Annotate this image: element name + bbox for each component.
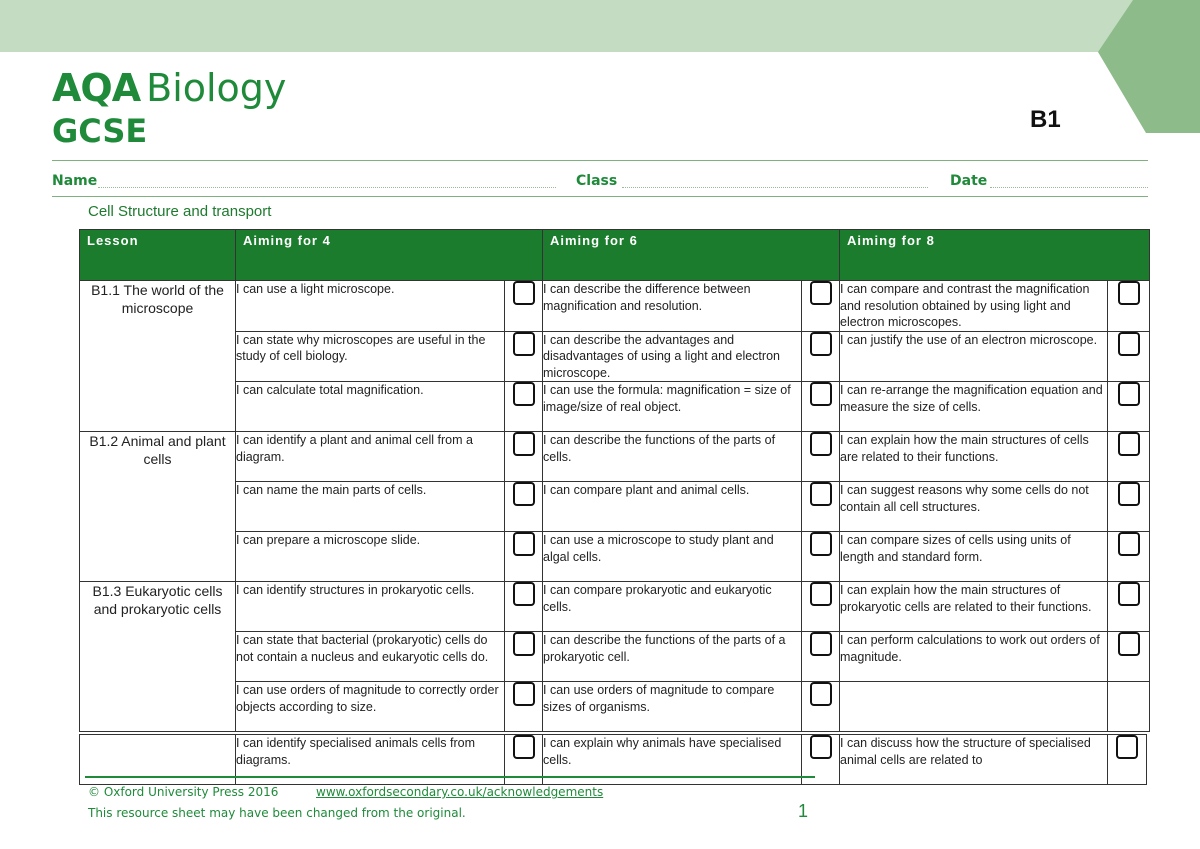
statement-cell: I can state that bacterial (prokaryotic) cells do not contain a nucleus and eukaryotic cells do. — [236, 632, 505, 682]
checklist-table — [79, 229, 1150, 732]
statement-cell: I can justify the use of an electron microscope. — [840, 331, 1108, 382]
table-row — [80, 632, 1150, 682]
checkbox[interactable] — [810, 482, 832, 506]
footer-note: This resource sheet may have been changed from the original. — [88, 806, 466, 820]
table-row — [80, 532, 1150, 582]
checkbox[interactable] — [513, 735, 535, 759]
class-label: Class — [576, 173, 618, 189]
logo-subject: Biology — [146, 66, 287, 110]
footer-divider — [85, 776, 815, 778]
acknowledgements-link[interactable]: www.oxfordsecondary.co.uk/acknowledgements — [316, 785, 604, 799]
checkbox[interactable] — [1118, 432, 1140, 456]
statement-cell: I can identify specialised animals cells from diagrams. — [236, 735, 505, 785]
info-divider — [52, 196, 1148, 197]
checkbox[interactable] — [513, 281, 535, 305]
table-row — [80, 382, 1150, 432]
statement-cell: I can compare prokaryotic and eukaryotic cells. — [543, 582, 802, 632]
statement-cell: I can use orders of magnitude to compare sizes of organisms. — [543, 682, 802, 732]
header-band — [0, 0, 1200, 52]
header-lesson: Lesson — [80, 230, 236, 281]
logo-aqa: AQA — [52, 66, 141, 110]
statement-cell: I can suggest reasons why some cells do not contain all cell structures. — [840, 482, 1108, 532]
statement-cell: I can describe the functions of the parts of cells. — [543, 432, 802, 482]
statement-cell: I can compare and contrast the magnification and resolution obtained by using light and electron microscopes. — [840, 281, 1108, 332]
unit-code: B1 — [1030, 106, 1061, 133]
date-field[interactable] — [990, 187, 1148, 188]
checkbox[interactable] — [810, 532, 832, 556]
checkbox[interactable] — [513, 332, 535, 356]
statement-cell: I can re-arrange the magnification equation and measure the size of cells. — [840, 382, 1108, 432]
statement-cell: I can compare plant and animal cells. — [543, 482, 802, 532]
checkbox[interactable] — [513, 632, 535, 656]
statement-cell: I can prepare a microscope slide. — [236, 532, 505, 582]
checkbox[interactable] — [513, 582, 535, 606]
student-info-row — [52, 173, 1148, 193]
checkbox[interactable] — [513, 382, 535, 406]
table-row — [80, 281, 1150, 332]
checkbox[interactable] — [1118, 532, 1140, 556]
lesson-name: B1.2 Animal and plant cells — [80, 432, 236, 582]
lesson-name: B1.3 Eukaryotic cells and prokaryotic cells — [80, 582, 236, 732]
statement-cell: I can use a microscope to study plant and algal cells. — [543, 532, 802, 582]
page-number: 1 — [798, 801, 809, 821]
table-header-row — [80, 230, 1150, 281]
checkbox[interactable] — [1118, 482, 1140, 506]
checkbox[interactable] — [1118, 382, 1140, 406]
logo — [52, 66, 286, 110]
statement-cell: I can explain why animals have specialised cells. — [543, 735, 802, 785]
logo-level: GCSE — [52, 112, 148, 150]
date-label: Date — [950, 173, 988, 189]
checkbox[interactable] — [513, 682, 535, 706]
checkbox[interactable] — [810, 281, 832, 305]
header-divider — [52, 160, 1148, 161]
table-row — [80, 682, 1150, 732]
statement-cell: I can describe the difference between magnification and resolution. — [543, 281, 802, 332]
statement-cell: I can explain how the main structures of cells are related to their functions. — [840, 432, 1108, 482]
statement-cell: I can name the main parts of cells. — [236, 482, 505, 532]
name-field[interactable] — [98, 187, 556, 188]
header-aiming-4: Aiming for 4 — [236, 230, 543, 281]
statement-cell: I can calculate total magnification. — [236, 382, 505, 432]
statement-cell: I can compare sizes of cells using units of length and standard form. — [840, 532, 1108, 582]
table-row — [80, 582, 1150, 632]
statement-cell: I can use a light microscope. — [236, 281, 505, 332]
section-title: Cell Structure and transport — [88, 203, 272, 220]
checkbox[interactable] — [810, 682, 832, 706]
table-row — [80, 432, 1150, 482]
statement-cell: I can state why microscopes are useful in the study of cell biology. — [236, 331, 505, 382]
footer-copyright: © Oxford University Press 2016 — [88, 785, 279, 799]
statement-cell: I can identify a plant and animal cell from a diagram. — [236, 432, 505, 482]
checkbox[interactable] — [810, 332, 832, 356]
statement-cell: I can explain how the main structures of prokaryotic cells are related to their functions. — [840, 582, 1108, 632]
checkbox[interactable] — [513, 482, 535, 506]
header-aiming-8: Aiming for 8 — [840, 230, 1150, 281]
statement-cell: I can describe the advantages and disadvantages of using a light and electron microscope. — [543, 331, 802, 382]
statement-cell: I can discuss how the structure of specialised animal cells are related to — [840, 735, 1108, 785]
checkbox[interactable] — [1118, 332, 1140, 356]
statement-cell: I can use the formula: magnification = size of image/size of real object. — [543, 382, 802, 432]
statement-cell: I can perform calculations to work out orders of magnitude. — [840, 632, 1108, 682]
table-row — [80, 331, 1150, 382]
checkbox[interactable] — [1118, 582, 1140, 606]
checkbox[interactable] — [810, 382, 832, 406]
class-field[interactable] — [622, 187, 928, 188]
statement-cell: I can describe the functions of the parts of a prokaryotic cell. — [543, 632, 802, 682]
header-aiming-6: Aiming for 6 — [543, 230, 840, 281]
statement-cell: I can identify structures in prokaryotic cells. — [236, 582, 505, 632]
checkbox[interactable] — [810, 432, 832, 456]
table-row — [80, 482, 1150, 532]
checkbox[interactable] — [810, 735, 832, 759]
checkbox[interactable] — [810, 582, 832, 606]
checkbox[interactable] — [513, 532, 535, 556]
lesson-name: B1.1 The world of the microscope — [80, 281, 236, 432]
checkbox[interactable] — [513, 432, 535, 456]
statement-cell: I can use orders of magnitude to correctly order objects according to size. — [236, 682, 505, 732]
checkbox[interactable] — [1116, 735, 1138, 759]
statement-cell — [840, 682, 1108, 732]
name-label: Name — [52, 173, 98, 189]
checkbox[interactable] — [1118, 632, 1140, 656]
checkbox[interactable] — [1118, 281, 1140, 305]
checkbox[interactable] — [810, 632, 832, 656]
